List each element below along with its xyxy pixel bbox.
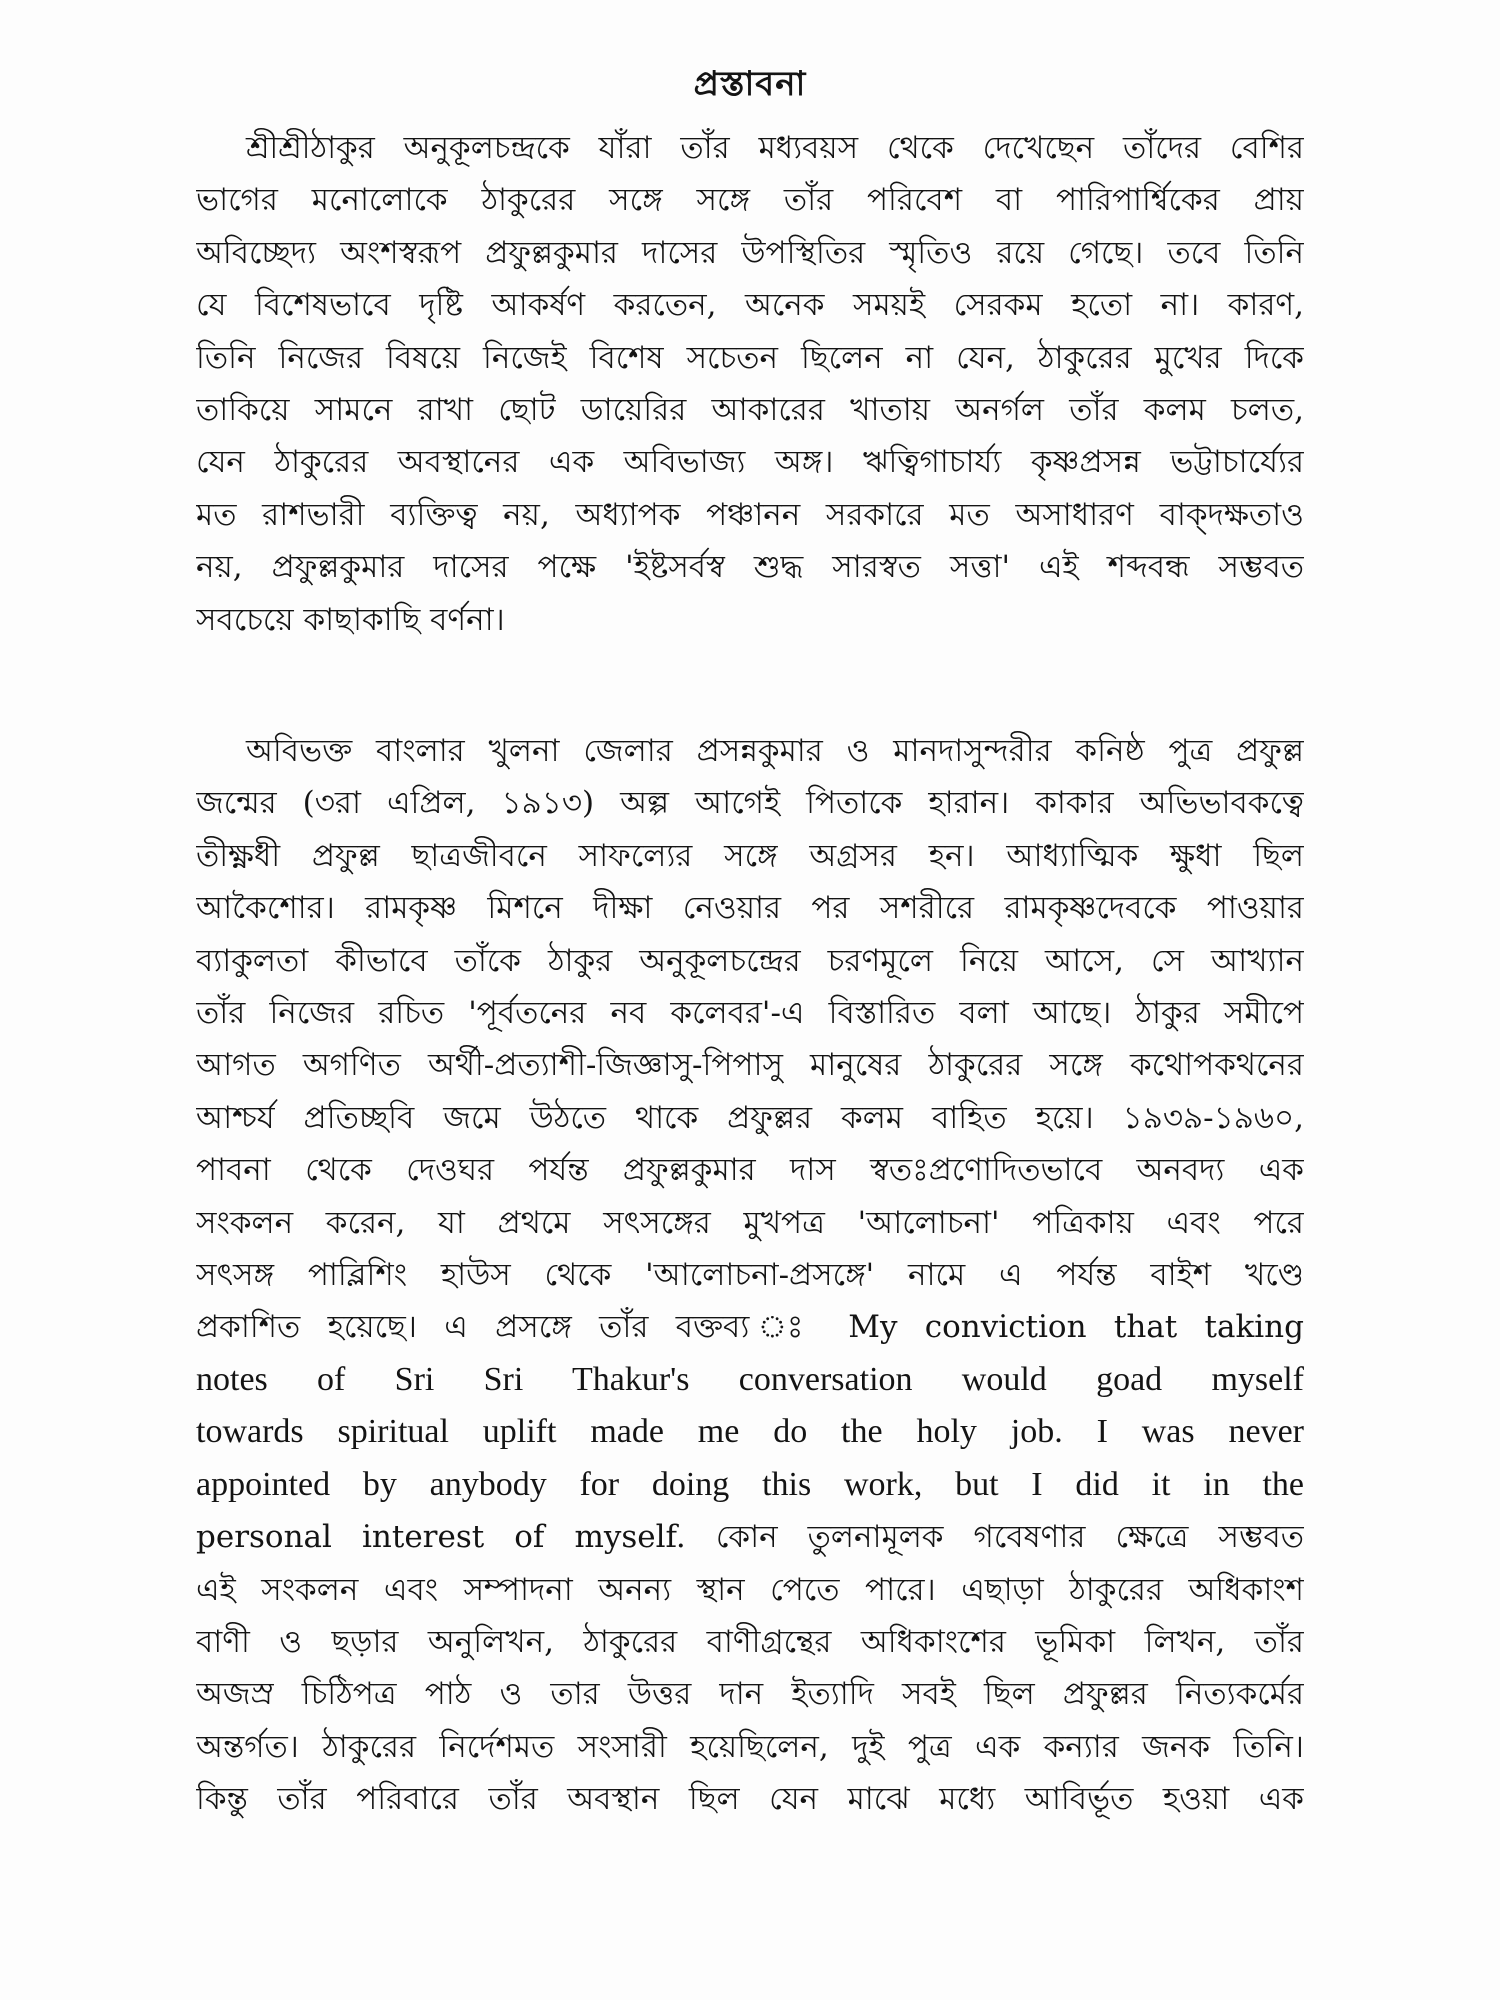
text-line: ব্যাকুলতা কীভাবে তাঁকে ঠাকুর অনুকূলচন্দ্রের চরণমূলে নিয়ে আসে, সে আখ্যান [196,942,1304,979]
text-line: সবচেয়ে কাছাকাছি বর্ণনা। [196,601,505,638]
text-line: যে বিশেষভাবে দৃষ্টি আকর্ষণ করতেন, অনেক সময়ই সেরকম হতো না। কারণ, [196,287,1304,324]
text-line: তীক্ষ্ণধী প্রফুল্ল ছাত্রজীবনে সাফল্যের সঙ্গে অগ্রসর হন। আধ্যাত্মিক ক্ষুধা ছিল [196,837,1304,874]
paragraph-2 [196,725,1304,1826]
text-line: appointed by anybody for doing this work, but I did it in the [196,1465,1304,1503]
text-line: পাবনা থেকে দেওঘর পর্যন্ত প্রফুল্লকুমার দাস স্বতঃপ্রণোদিতভাবে অনবদ্য এক [196,1152,1304,1189]
text-line: আগত অগণিত অর্থী-প্রত্যাশী-জিজ্ঞাসু-পিপাসু মানুষের ঠাকুরের সঙ্গে কথোপকথনের [196,1047,1304,1084]
text-line: তাঁর নিজের রচিত 'পূর্বতনের নব কলেবর'-এ বিস্তারিত বলা আছে। ঠাকুর সমীপে [196,995,1304,1032]
text-line: বাণী ও ছড়ার অনুলিখন, ঠাকুরের বাণীগ্রন্থের অধিকাংশের ভূমিকা লিখন, তাঁর [196,1623,1304,1660]
text-line: অজস্র চিঠিপত্র পাঠ ও তার উত্তর দান ইত্যাদি সবই ছিল প্রফুল্লর নিত্যকর্মের [196,1676,1304,1713]
text-line: towards spiritual uplift made me do the holy job. I was never [196,1413,1304,1451]
text-line: প্রকাশিত হয়েছে। এ প্রসঙ্গে তাঁর বক্তব্য ঃ My conviction that taking [196,1309,1304,1346]
text-line: notes of Sri Sri Thakur's conversation would goad myself [196,1360,1304,1398]
text-line: আকৈশোর। রামকৃষ্ণ মিশনে দীক্ষা নেওয়ার পর সশরীরে রামকৃষ্ণদেবকে পাওয়ার [196,890,1304,927]
text-line: সৎসঙ্গ পাব্লিশিং হাউস থেকে 'আলোচনা-প্রসঙ্গে' নামে এ পর্যন্ত বাইশ খণ্ডে [196,1257,1304,1294]
text-line: কিন্তু তাঁর পরিবারে তাঁর অবস্থান ছিল যেন মাঝে মধ্যে আবির্ভূত হওয়া এক [196,1781,1304,1818]
text-line: অবিচ্ছেদ্য অংশস্বরূপ প্রফুল্লকুমার দাসের উপস্থিতির স্মৃতিও রয়ে গেছে। তবে তিনি [196,234,1304,271]
text-line: নয়, প্রফুল্লকুমার দাসের পক্ষে 'ইষ্টসর্বস্ব শুদ্ধ সারস্বত সত্তা' এই শব্দবন্ধ সম্ভবত [196,549,1304,586]
page-title: প্রস্তাবনা [693,64,807,104]
text-line: আশ্চর্য প্রতিচ্ছবি জমে উঠতে থাকে প্রফুল্লর কলম বাহিত হয়ে। ১৯৩৯-১৯৬০, [196,1099,1304,1136]
text-line: অন্তর্গত। ঠাকুরের নির্দেশমত সংসারী হয়েছিলেন, দুই পুত্র এক কন্যার জনক তিনি। [196,1728,1304,1765]
text-line: তাকিয়ে সামনে রাখা ছোট ডায়েরির আকারের খাতায় অনর্গল তাঁর কলম চলত, [196,392,1304,429]
text-line: ভাগের মনোলোকে ঠাকুরের সঙ্গে সঙ্গে তাঁর পরিবেশ বা পারিপার্শ্বিকের প্রায় [196,182,1304,219]
text-line: মত রাশভারী ব্যক্তিত্ব নয়, অধ্যাপক পঞ্চানন সরকারে মত অসাধারণ বাক্দক্ষতাও [196,496,1304,533]
text-line: সংকলন করেন, যা প্রথমে সৎসঙ্গের মুখপত্র 'আলোচনা' পত্রিকায় এবং পরে [196,1204,1304,1241]
text-line: এই সংকলন এবং সম্পাদনা অনন্য স্থান পেতে পারে। এছাড়া ঠাকুরের অধিকাংশ [196,1571,1304,1608]
text-line: যেন ঠাকুরের অবস্থানের এক অবিভাজ্য অঙ্গ। ঋত্বিগাচার্য্য কৃষ্ণপ্রসন্ন ভট্টাচার্য্যের [196,444,1304,481]
text-line: তিনি নিজের বিষয়ে নিজেই বিশেষ সচেতন ছিলেন না যেন, ঠাকুরের মুখের দিকে [196,339,1304,376]
text-line: শ্রীশ্রীঠাকুর অনুকূলচন্দ্রকে যাঁরা তাঁর মধ্যবয়স থেকে দেখেছেন তাঁদের বেশির [246,130,1304,166]
text-line: personal interest of myself. কোন তুলনামূলক গবেষণার ক্ষেত্রে সম্ভবত [196,1519,1304,1556]
text-line: অবিভক্ত বাংলার খুলনা জেলার প্রসন্নকুমার ও মানদাসুন্দরীর কনিষ্ঠ পুত্র প্রফুল্ল [246,733,1304,769]
paragraph-1 [196,122,1304,646]
text-line: জন্মের (৩রা এপ্রিল, ১৯১৩) অল্প আগেই পিতাকে হারান। কাকার অভিভাবকত্বে [196,785,1304,822]
